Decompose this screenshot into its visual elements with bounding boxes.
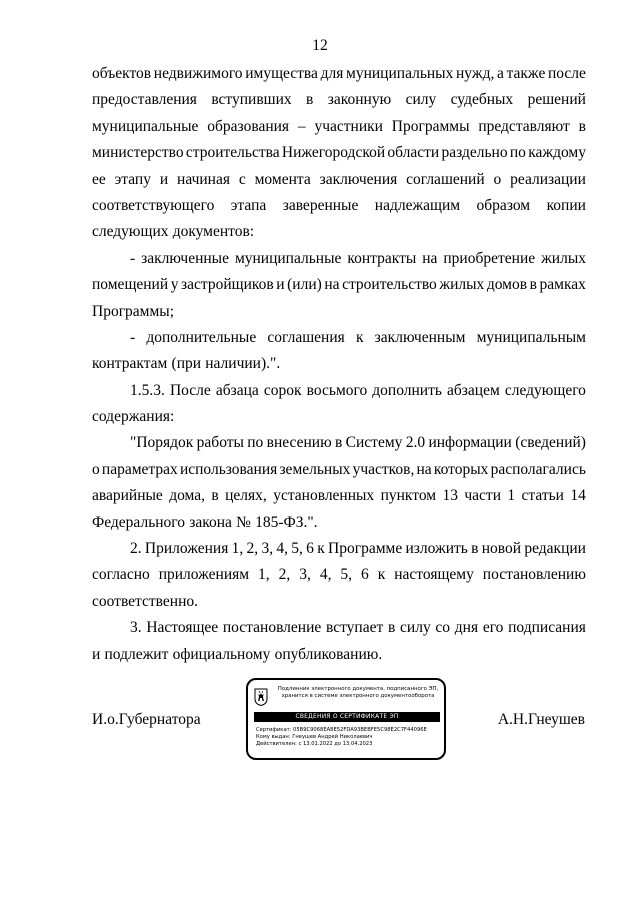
text-line bbox=[92, 87, 586, 113]
word: помещений bbox=[92, 276, 169, 294]
word: 1, bbox=[258, 566, 270, 584]
word: заключенные bbox=[141, 249, 229, 267]
word: 2, bbox=[278, 566, 291, 584]
stamp-title-bar: СВЕДЕНИЯ О СЕРТИФИКАТЕ ЭП bbox=[254, 712, 440, 722]
word: надлежащим bbox=[374, 196, 461, 214]
text-line bbox=[92, 589, 586, 615]
word: Программы bbox=[391, 117, 470, 135]
text-line bbox=[92, 114, 586, 140]
text-line bbox=[92, 167, 586, 193]
text-line bbox=[92, 193, 586, 219]
word: 1.5.3. bbox=[130, 381, 165, 399]
stamp-header-line: Подлинник электронного документа, подписанного ЭП, bbox=[277, 686, 439, 692]
text-line bbox=[92, 299, 586, 325]
word: раздельно bbox=[441, 144, 508, 162]
word: в bbox=[335, 434, 343, 452]
text-line bbox=[92, 378, 586, 404]
word: представляют bbox=[478, 117, 570, 135]
word: а bbox=[497, 65, 504, 82]
word: 1, bbox=[231, 540, 244, 558]
word: области bbox=[387, 144, 440, 162]
word: 4, bbox=[319, 566, 332, 584]
word: установленных bbox=[273, 487, 375, 505]
paragraph bbox=[92, 246, 586, 325]
paragraph bbox=[92, 378, 586, 431]
word: 5, bbox=[291, 540, 303, 558]
word: (или) bbox=[287, 276, 322, 294]
word: жилых bbox=[439, 276, 485, 294]
word: вступивших bbox=[211, 91, 292, 109]
stamp-header bbox=[274, 686, 442, 700]
word: - bbox=[130, 328, 136, 346]
word: Программе bbox=[328, 540, 403, 558]
word: пунктом bbox=[380, 487, 437, 505]
word: дополнить bbox=[372, 381, 442, 399]
word: муниципальных bbox=[346, 65, 454, 82]
word: силу bbox=[400, 619, 431, 637]
word: заверенные bbox=[282, 196, 359, 214]
word: 5, bbox=[340, 566, 353, 584]
word: к bbox=[355, 328, 364, 346]
word: этапу bbox=[114, 170, 151, 188]
text-line bbox=[92, 457, 586, 483]
stamp-header-line: хранится в системе электронного документооборота bbox=[281, 693, 435, 699]
paragraph bbox=[92, 615, 586, 668]
word: аварийные bbox=[92, 487, 163, 505]
text-line bbox=[92, 510, 586, 536]
word: жилых bbox=[541, 249, 586, 267]
word: начиная bbox=[177, 170, 230, 188]
text-line bbox=[92, 272, 586, 298]
word: подписания bbox=[508, 619, 586, 637]
word: имущества bbox=[245, 65, 318, 82]
word: - bbox=[130, 249, 136, 267]
word: абзацем bbox=[447, 381, 500, 399]
signature-block bbox=[0, 670, 640, 765]
issued-to-label: Кому выдан: bbox=[256, 734, 291, 740]
word: в bbox=[387, 619, 396, 637]
word: домов bbox=[486, 276, 528, 294]
word: этапа bbox=[230, 196, 267, 214]
text-line bbox=[92, 325, 586, 351]
word: соответствующего bbox=[92, 196, 215, 214]
word: о bbox=[92, 460, 100, 478]
word: параметрах bbox=[101, 460, 178, 478]
word: по bbox=[509, 144, 526, 162]
word: к bbox=[377, 566, 386, 584]
word: 6 bbox=[361, 566, 369, 584]
word: по bbox=[247, 434, 264, 452]
word: следующего bbox=[504, 381, 586, 399]
word: в bbox=[211, 487, 219, 505]
text-line bbox=[92, 536, 586, 562]
word: для bbox=[320, 65, 344, 82]
deer-emblem-icon bbox=[254, 688, 268, 706]
word: изложить bbox=[405, 540, 468, 558]
word: контракты bbox=[347, 249, 417, 267]
word: муниципальным bbox=[476, 328, 586, 346]
word: и bbox=[159, 170, 169, 188]
word: Нижегородской bbox=[281, 144, 386, 162]
word: контрактам bbox=[92, 355, 168, 373]
word: муниципальные bbox=[92, 117, 199, 135]
word: участков, bbox=[352, 460, 415, 478]
word: сорок bbox=[263, 381, 302, 399]
word: с bbox=[238, 170, 246, 188]
word: строительство bbox=[342, 276, 437, 294]
word: в bbox=[306, 91, 314, 109]
word: редакции bbox=[524, 540, 586, 558]
word: опубликованию. bbox=[274, 645, 383, 663]
word: 14 bbox=[570, 487, 586, 505]
word: 185-ФЗ.". bbox=[255, 513, 318, 531]
word: (при bbox=[171, 355, 202, 373]
word: работы bbox=[196, 434, 244, 452]
text-line bbox=[92, 246, 586, 272]
word: документов: bbox=[172, 223, 255, 241]
text-line bbox=[92, 61, 586, 87]
word: также bbox=[506, 65, 546, 82]
word: рамках bbox=[539, 276, 586, 294]
word: целях, bbox=[225, 487, 267, 505]
word: образования bbox=[207, 117, 290, 135]
word: строительства bbox=[185, 144, 280, 162]
word: министерство bbox=[92, 144, 184, 162]
word: образом bbox=[476, 196, 531, 214]
word: которых bbox=[433, 460, 489, 478]
word: 2. bbox=[130, 540, 142, 558]
word: 3. bbox=[130, 619, 142, 637]
text-line bbox=[92, 351, 586, 377]
word: и bbox=[92, 645, 101, 663]
word: После bbox=[169, 381, 211, 399]
word: закона bbox=[189, 513, 232, 531]
word: информации bbox=[428, 434, 512, 452]
word: копии bbox=[546, 196, 586, 214]
document-body bbox=[92, 61, 586, 668]
validity-label: Действителен: bbox=[256, 741, 297, 747]
word: располагались bbox=[490, 460, 586, 478]
word: реализации bbox=[510, 170, 586, 188]
text-line bbox=[92, 562, 586, 588]
word: законную bbox=[327, 91, 392, 109]
word: – bbox=[297, 117, 306, 135]
word: объектов bbox=[92, 65, 152, 82]
word: заключения bbox=[319, 170, 398, 188]
word: в bbox=[471, 540, 479, 558]
word: 4, bbox=[276, 540, 288, 558]
word: вступает bbox=[326, 619, 384, 637]
word: нужд, bbox=[456, 65, 495, 82]
word: и bbox=[276, 276, 285, 294]
signatory-title: И.о.Губернатора bbox=[92, 711, 201, 728]
word: на bbox=[416, 460, 432, 478]
word: предоставления bbox=[92, 91, 197, 109]
signatory-name: А.Н.Гнеушев bbox=[497, 711, 585, 728]
word: решений bbox=[527, 91, 586, 109]
word: Настоящее bbox=[146, 619, 219, 637]
certificate-row bbox=[256, 727, 427, 734]
word: соответственно. bbox=[92, 592, 198, 610]
word: (сведений) bbox=[515, 434, 586, 452]
word: использования bbox=[179, 460, 278, 478]
word: Программы; bbox=[92, 302, 175, 320]
word: части bbox=[464, 487, 501, 505]
word: 2.0 bbox=[405, 434, 426, 452]
word: 13 bbox=[442, 487, 458, 505]
word: подлежит bbox=[104, 645, 169, 663]
word: о bbox=[493, 170, 502, 188]
text-line bbox=[92, 642, 586, 668]
word: муниципальные bbox=[234, 249, 342, 267]
word: постановлению bbox=[482, 566, 586, 584]
word: настоящему bbox=[394, 566, 474, 584]
word: дома, bbox=[169, 487, 206, 505]
word: застройщиков bbox=[181, 276, 274, 294]
word: в bbox=[529, 276, 537, 294]
digital-signature-stamp bbox=[246, 678, 446, 760]
word: 1 bbox=[507, 487, 516, 505]
text-line bbox=[92, 404, 586, 430]
word: участники bbox=[314, 117, 383, 135]
word: дня bbox=[454, 619, 479, 637]
certificate-label: Сертификат: bbox=[256, 727, 292, 733]
word: ее bbox=[92, 170, 106, 188]
word: 3, bbox=[261, 540, 274, 558]
word: Федерального bbox=[92, 513, 186, 531]
text-line bbox=[92, 219, 586, 245]
stamp-details bbox=[256, 727, 427, 748]
word: момента bbox=[254, 170, 311, 188]
word: постановление bbox=[222, 619, 322, 637]
word: недвижимого bbox=[153, 65, 243, 82]
word: его bbox=[482, 619, 504, 637]
word: судебных bbox=[450, 91, 514, 109]
word: заключенным bbox=[374, 328, 466, 346]
word: Систему bbox=[345, 434, 403, 452]
text-line bbox=[92, 140, 586, 166]
page-number: 12 bbox=[312, 37, 328, 54]
certificate-value: 05B9C9068EA8E52FDA93BEBFE5C98E2C7F44096E bbox=[293, 727, 427, 733]
word: к bbox=[317, 540, 325, 558]
word: следующих bbox=[92, 223, 169, 241]
word: внесению bbox=[266, 434, 332, 452]
word: наличии).". bbox=[205, 355, 281, 373]
word: каждому bbox=[528, 144, 586, 162]
word: со bbox=[435, 619, 451, 637]
word: "Порядок bbox=[130, 434, 194, 452]
text-line bbox=[92, 483, 586, 509]
word: согласно bbox=[92, 566, 150, 584]
word: статьи bbox=[521, 487, 564, 505]
paragraph bbox=[92, 325, 586, 378]
word: после bbox=[548, 65, 586, 82]
word: официальному bbox=[172, 645, 271, 663]
word: на bbox=[324, 276, 340, 294]
paragraph bbox=[92, 536, 586, 615]
paragraph bbox=[92, 430, 586, 536]
word: новой bbox=[481, 540, 522, 558]
validity-row bbox=[256, 741, 427, 748]
word: Приложения bbox=[144, 540, 229, 558]
word: у bbox=[170, 276, 179, 294]
word: на bbox=[422, 249, 438, 267]
word: абзаца bbox=[215, 381, 259, 399]
word: земельных bbox=[279, 460, 351, 478]
word: соглашений bbox=[406, 170, 485, 188]
word: 6 bbox=[306, 540, 314, 558]
word: дополнительные bbox=[146, 328, 257, 346]
word: соглашения bbox=[267, 328, 345, 346]
text-line bbox=[92, 430, 586, 456]
word: приложениям bbox=[158, 566, 250, 584]
text-line bbox=[92, 615, 586, 641]
issued-to-value: Гнеушев Андрей Николаевич bbox=[292, 734, 373, 740]
word: 2, bbox=[246, 540, 259, 558]
word: содержания: bbox=[92, 408, 175, 426]
word: 3, bbox=[299, 566, 311, 584]
word: в bbox=[578, 117, 586, 135]
word: № bbox=[236, 513, 251, 531]
word: силу bbox=[405, 91, 437, 109]
paragraph bbox=[92, 61, 586, 246]
validity-value: с 13.01.2022 до 13.04.2023 bbox=[298, 741, 373, 747]
word: приобретение bbox=[443, 249, 536, 267]
word: восьмого bbox=[306, 381, 368, 399]
issued-to-row bbox=[256, 734, 427, 741]
